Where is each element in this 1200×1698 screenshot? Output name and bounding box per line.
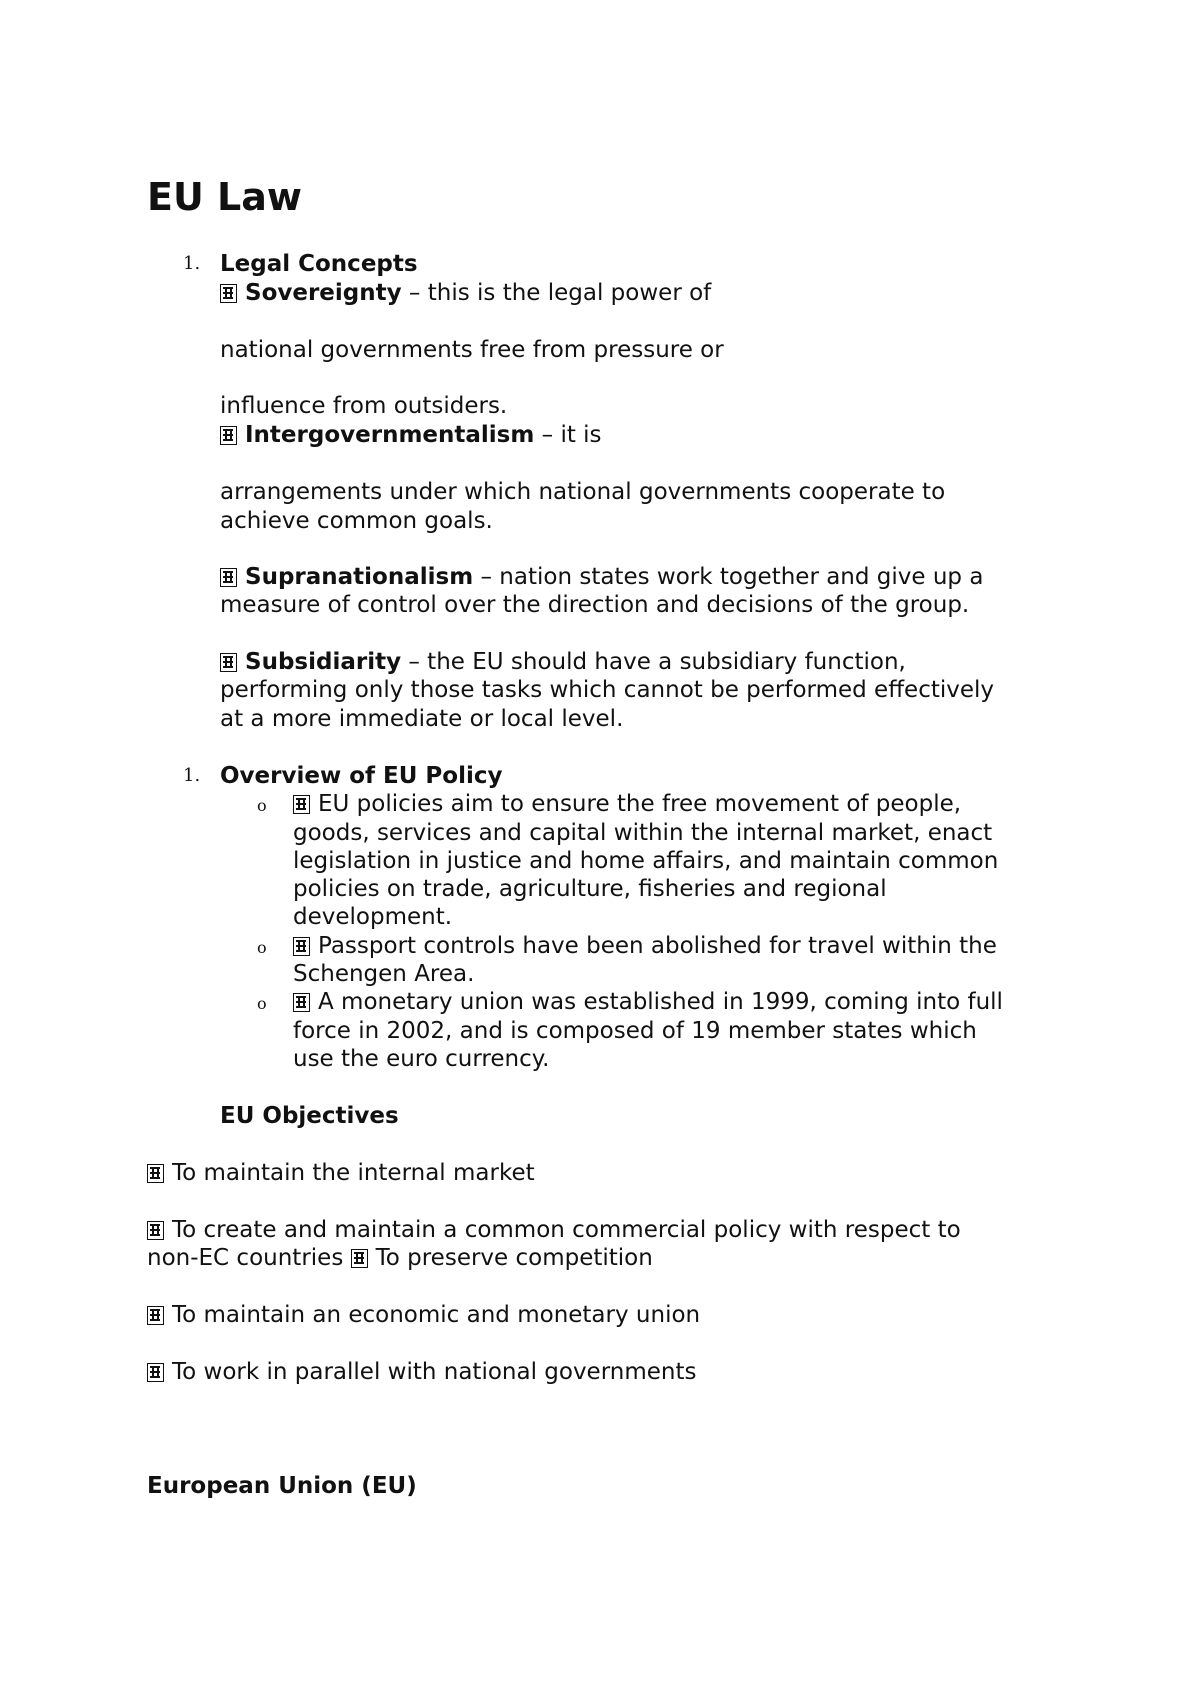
list-bullet: o [257,994,267,1013]
intergovernmentalism-line-3: achieve common goals. [220,508,493,534]
intergovernmentalism-line-2: arrangements under which national governments cooperate to [220,479,946,505]
missing-glyph-icon [147,1363,164,1382]
supranationalism-line-2: measure of control over the direction and decisions of the group. [220,592,970,618]
missing-glyph-icon [220,426,237,445]
policy-item-3-line-1: A monetary union was established in 1999, coming into full [293,988,1003,1016]
objective-item: To create and maintain a common commercial policy with respect to [147,1216,961,1244]
section-2-heading: Overview of EU Policy [220,763,503,789]
objective-item: To work in parallel with national governments [147,1358,696,1386]
missing-glyph-icon [147,1221,164,1240]
policy-item-2-line-2: Schengen Area. [293,961,475,987]
objectives-heading: EU Objectives [220,1103,399,1129]
missing-glyph-icon [293,795,310,814]
subsidiarity-term: Subsidiarity [245,649,402,675]
sovereignty-entry: Sovereignty – this is the legal power of [220,279,711,307]
policy-item-1-line-1: EU policies aim to ensure the free movement of people, [293,790,961,818]
policy-item-2-line-1: Passport controls have been abolished for travel within the [293,932,997,960]
section-1-heading: Legal Concepts [220,251,418,277]
objective-item-continued: non-EC countries To preserve competition [147,1245,653,1271]
missing-glyph-icon [220,284,237,303]
intergovernmentalism-term: Intergovernmentalism [245,422,535,448]
intergovernmentalism-entry: Intergovernmentalism – it is [220,421,602,449]
objective-item: To maintain the internal market [147,1159,535,1187]
objective-item: To maintain an economic and monetary union [147,1301,700,1329]
policy-item-1-line-5: development. [293,904,453,930]
missing-glyph-icon [293,993,310,1012]
subsidiarity-line-2: performing only those tasks which cannot be performed effectively [220,677,995,703]
section-1-number: 1. [183,253,201,274]
section-2-number: 1. [183,765,201,786]
missing-glyph-icon [220,568,237,587]
missing-glyph-icon [293,937,310,956]
sovereignty-line-3: influence from outsiders. [220,393,508,419]
missing-glyph-icon [351,1249,368,1268]
list-bullet: o [257,938,267,957]
page-title: EU Law [147,175,303,219]
policy-item-1-line-2: goods, services and capital within the internal market, enact [293,820,993,846]
missing-glyph-icon [147,1164,164,1183]
supranationalism-term: Supranationalism [245,564,474,590]
sovereignty-line-2: national governments free from pressure or [220,337,724,363]
supranationalism-entry: Supranationalism – nation states work together and give up a [220,563,983,591]
policy-item-1-line-4: policies on trade, agriculture, fisheries and regional [293,876,887,902]
policy-item-3-line-2: force in 2002, and is composed of 19 member states which [293,1018,977,1044]
list-bullet: o [257,796,267,815]
missing-glyph-icon [220,653,237,672]
subsidiarity-line-3: at a more immediate or local level. [220,706,624,732]
section-heading-european-union: European Union (EU) [147,1473,417,1499]
sovereignty-term: Sovereignty [245,280,402,306]
subsidiarity-entry: Subsidiarity – the EU should have a subsidiary function, [220,648,906,676]
missing-glyph-icon [147,1306,164,1325]
policy-item-3-line-3: use the euro currency. [293,1046,550,1072]
policy-item-1-line-3: legislation in justice and home affairs, and maintain common [293,848,999,874]
